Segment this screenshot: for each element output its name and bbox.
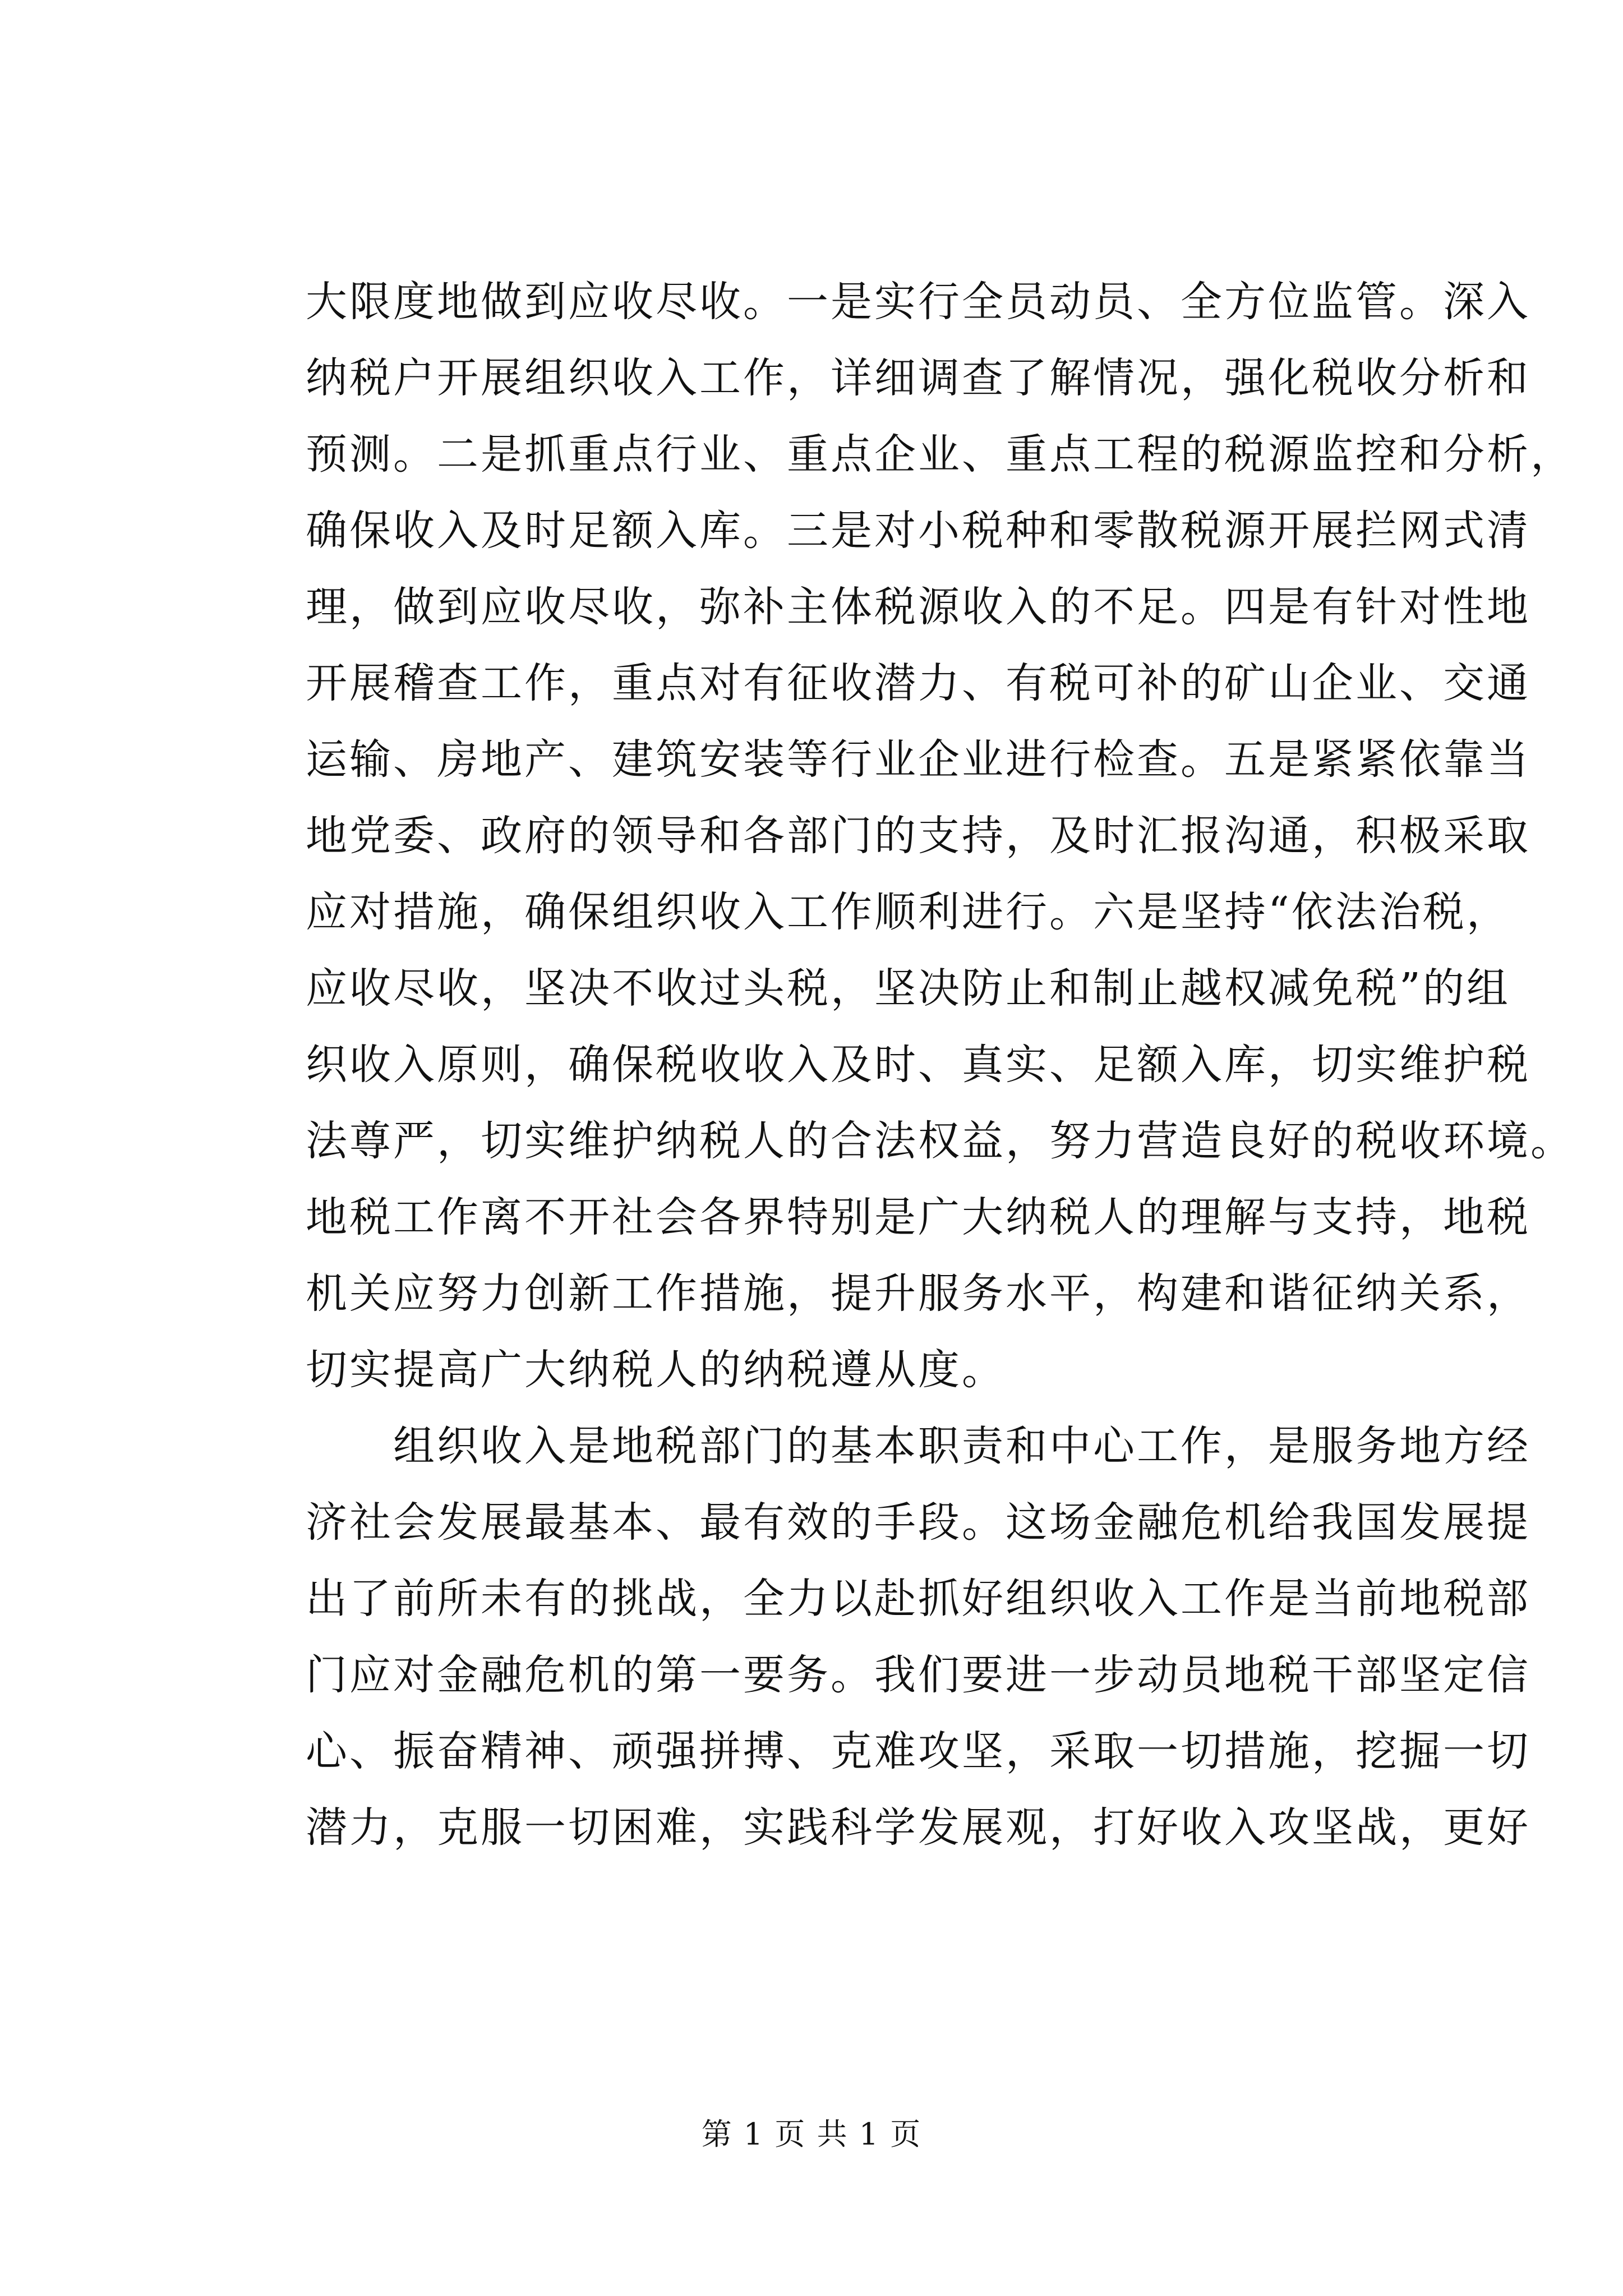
text-line: 心、振奋精神、顽强拼搏、克难攻坚，采取一切措施，挖掘一切 [306,1727,1530,1775]
text-line: 潜力，克服一切困难，实践科学发展观，打好收入攻坚战，更好 [306,1803,1530,1852]
document-body [306,264,1574,1866]
text-line: 应对措施，确保组织收入工作顺利进行。六是坚持“依法治税， [306,888,1510,936]
text-line: 大限度地做到应收尽收。一是实行全员动员、全方位监管。深入 [306,278,1530,326]
text-line: 切实提高广大纳税人的纳税遵从度。 [306,1346,1006,1394]
text-line: 门应对金融危机的第一要务。我们要进一步动员地税干部坚定信 [306,1651,1530,1699]
text-line: 织收入原则，确保税收收入及时、真实、足额入库，切实维护税 [306,1041,1530,1089]
text-line: 预测。二是抓重点行业、重点企业、重点工程的税源监控和分析， [306,430,1574,478]
text-line: 应收尽收，坚决不收过头税，坚决防止和制止越权减免税”的组 [306,964,1510,1013]
page-number-label: 第 1 页 共 1 页 [701,2116,922,2152]
text-line: 纳税户开展组织收入工作，详细调查了解情况，强化税收分析和 [306,354,1530,402]
page-footer [0,2115,1623,2154]
text-line: 机关应努力创新工作措施，提升服务水平，构建和谐征纳关系， [306,1269,1530,1318]
text-line: 理，做到应收尽收，弥补主体税源收入的不足。四是有针对性地 [306,583,1530,631]
text-line: 法尊严，切实维护纳税人的合法权益，努力营造良好的税收环境。 [306,1117,1574,1165]
text-line: 确保收入及时足额入库。三是对小税种和零散税源开展拦网式清 [306,507,1530,555]
paragraph-1 [306,264,1574,1408]
text-line: 出了前所未有的挑战，全力以赴抓好组织收入工作是当前地税部 [306,1575,1530,1623]
text-line: 组织收入是地税部门的基本职责和中心工作，是服务地方经 [306,1422,1530,1470]
text-line: 运输、房地产、建筑安装等行业企业进行检查。五是紧紧依靠当 [306,735,1530,784]
text-line: 地党委、政府的领导和各部门的支持，及时汇报沟通，积极采取 [306,812,1530,860]
text-line: 济社会发展最基本、最有效的手段。这场金融危机给我国发展提 [306,1498,1530,1547]
paragraph-2 [306,1408,1530,1866]
text-line: 地税工作离不开社会各界特别是广大纳税人的理解与支持，地税 [306,1193,1530,1241]
text-line: 开展稽查工作，重点对有征收潜力、有税可补的矿山企业、交通 [306,659,1530,707]
